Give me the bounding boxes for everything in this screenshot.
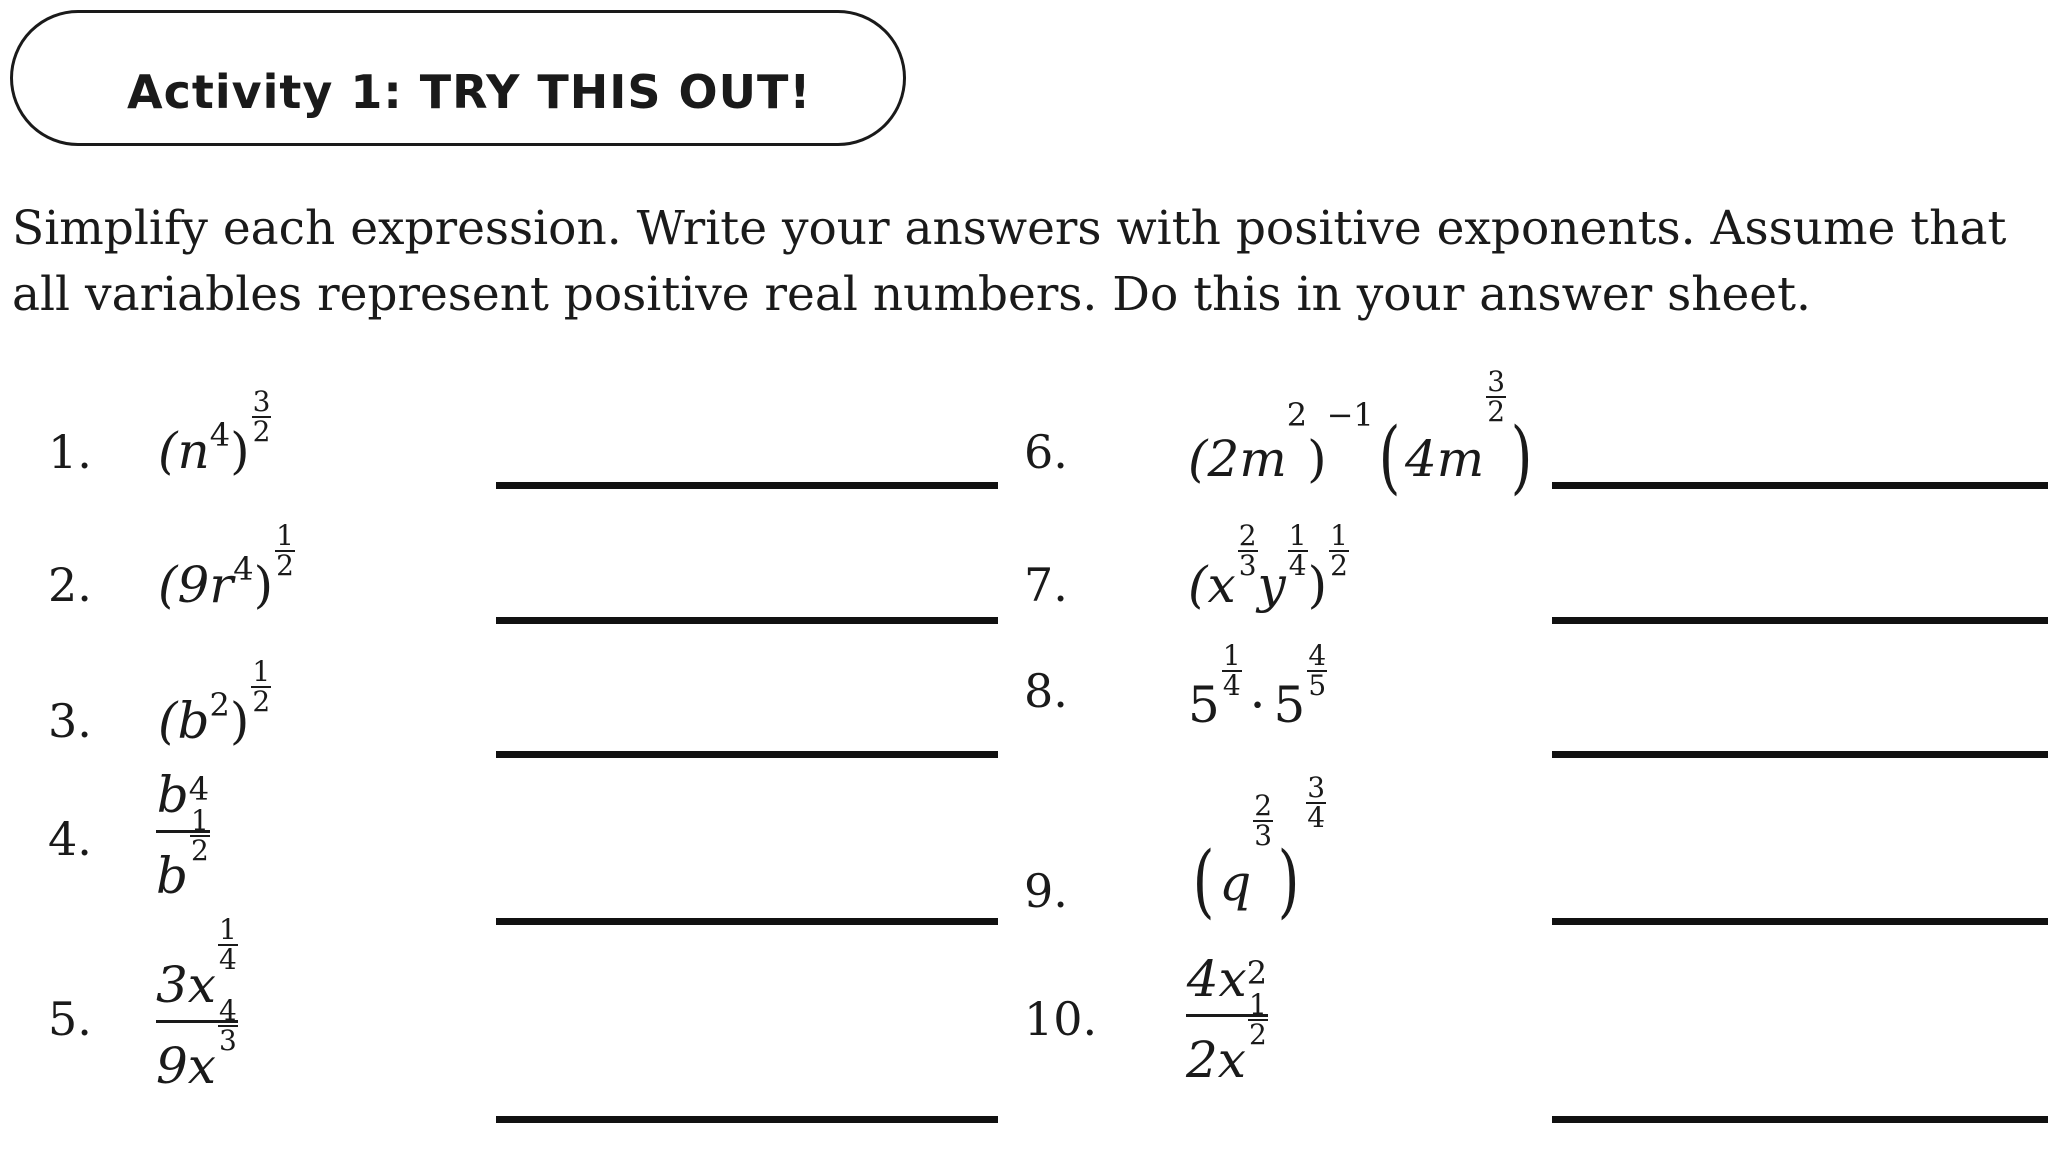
instructions-line-2: all variables represent positive real numbers. Do this in your answer sheet. bbox=[12, 267, 1811, 322]
expr-2-exp-num: 1 bbox=[276, 519, 294, 552]
expr-10-num-base: 4x bbox=[1186, 950, 1247, 1008]
expr-5-num-exp-den: 4 bbox=[219, 943, 237, 976]
expr-8-b-exp-den: 5 bbox=[1308, 669, 1327, 702]
expr-5-num-exp-num: 1 bbox=[219, 913, 237, 946]
answer-line-10[interactable] bbox=[1552, 1116, 2048, 1123]
expr-9-outer-exponent-fraction bbox=[1306, 771, 1326, 834]
expr-7-outer-exp-num: 1 bbox=[1330, 519, 1348, 552]
expr-5-den-exp-num: 4 bbox=[219, 994, 237, 1027]
expr-6-a-close: ) bbox=[1307, 430, 1327, 488]
expr-7-base-y: y bbox=[1257, 556, 1286, 614]
expr-2-close: ) bbox=[253, 556, 274, 614]
expr-3-exponent-fraction bbox=[251, 655, 271, 718]
expr-7-outer-exp-den: 2 bbox=[1330, 549, 1348, 582]
expr-3-base: (b bbox=[158, 692, 210, 750]
expr-5-den-exp-den: 3 bbox=[219, 1024, 237, 1057]
activity-banner bbox=[10, 10, 906, 146]
expr-8-base-a: 5 bbox=[1188, 676, 1220, 734]
expr-1-exponent-fraction bbox=[252, 385, 272, 448]
answer-line-7[interactable] bbox=[1552, 617, 2048, 624]
instructions-line-1: Simplify each expression. Write your answers with positive exponents. Assume that bbox=[12, 201, 2007, 256]
expr-8-a-exp-num: 1 bbox=[1222, 639, 1241, 672]
expression-6 bbox=[1188, 365, 1537, 503]
expr-9-inner-exponent-fraction bbox=[1253, 789, 1273, 852]
answer-line-5[interactable] bbox=[496, 1116, 998, 1123]
expr-7-y-exponent-fraction bbox=[1288, 519, 1308, 582]
expr-6-open-paren: ( bbox=[1378, 410, 1401, 503]
expr-5-den-exponent-fraction bbox=[218, 994, 238, 1057]
expr-6-a-outer-exp: −1 bbox=[1326, 396, 1374, 434]
item-number-6: 6. bbox=[1024, 425, 1068, 479]
expr-7-x-exp-den: 3 bbox=[1238, 549, 1257, 582]
expr-1-base: (n bbox=[158, 422, 210, 480]
item-number-9: 9. bbox=[1024, 864, 1068, 918]
expr-6-b-exponent-fraction bbox=[1486, 365, 1506, 428]
expr-4-num-exp: 4 bbox=[188, 770, 210, 808]
expr-2-base: (9r bbox=[158, 556, 234, 614]
instructions bbox=[12, 196, 2048, 328]
expr-7-outer-exponent-fraction bbox=[1329, 519, 1349, 582]
expr-1-exp-num: 3 bbox=[252, 385, 271, 418]
expr-6-base-b: 4m bbox=[1405, 430, 1485, 488]
expr-5-num-base: 3x bbox=[156, 956, 217, 1014]
expr-3-exp-num: 1 bbox=[252, 655, 271, 688]
expr-9-open-paren: ( bbox=[1192, 834, 1215, 927]
expr-5-denominator bbox=[156, 994, 238, 1101]
expr-7-x-exponent-fraction bbox=[1238, 519, 1258, 582]
expr-5-num-exponent-fraction bbox=[218, 913, 238, 976]
expression-4 bbox=[156, 760, 210, 911]
expression-5 bbox=[156, 913, 238, 1101]
expr-6-b-exp-den: 2 bbox=[1487, 395, 1506, 428]
expr-4-num-base: b bbox=[156, 766, 189, 824]
answer-line-3[interactable] bbox=[496, 751, 998, 758]
expr-9-close-paren: ) bbox=[1277, 834, 1300, 927]
answer-line-2[interactable] bbox=[496, 617, 998, 624]
expr-9-outer-exp-den: 4 bbox=[1307, 801, 1326, 834]
expr-6-a-exp: 2 bbox=[1286, 396, 1308, 434]
expr-2-exponent-fraction bbox=[275, 519, 295, 582]
expr-10-den-exp-num: 1 bbox=[1249, 988, 1267, 1021]
expr-10-den-exponent-fraction bbox=[1248, 988, 1268, 1051]
expression-10 bbox=[1186, 944, 1268, 1095]
expr-4-den-exponent-fraction bbox=[190, 804, 210, 867]
expr-8-b-exponent-fraction bbox=[1307, 639, 1327, 702]
item-number-10: 10. bbox=[1024, 992, 1098, 1046]
expr-9-inner-exp-num: 2 bbox=[1254, 789, 1273, 822]
expression-7 bbox=[1188, 519, 1349, 614]
expr-8-a-exp-den: 4 bbox=[1222, 669, 1241, 702]
item-number-8: 8. bbox=[1024, 664, 1068, 718]
expr-6-b-exp-num: 3 bbox=[1487, 365, 1506, 398]
expr-7-x-exp-num: 2 bbox=[1238, 519, 1257, 552]
expr-10-den-exp-den: 2 bbox=[1249, 1018, 1267, 1051]
expr-8-b-exp-num: 4 bbox=[1308, 639, 1327, 672]
answer-line-9[interactable] bbox=[1552, 918, 2048, 925]
expression-3 bbox=[158, 655, 271, 750]
item-number-1: 1. bbox=[48, 425, 92, 479]
expr-4-den-exp-num: 1 bbox=[191, 804, 209, 837]
expr-10-denominator bbox=[1186, 988, 1268, 1095]
item-number-4: 4. bbox=[48, 812, 92, 866]
activity-title: Activity 1: TRY THIS OUT! bbox=[127, 65, 812, 119]
expr-7-base-x: (x bbox=[1188, 556, 1236, 614]
expr-7-y-exp-num: 1 bbox=[1288, 519, 1307, 552]
expr-3-inner-exp: 2 bbox=[209, 686, 230, 724]
expr-6-base-a: (2m bbox=[1188, 430, 1287, 488]
expr-3-close: ) bbox=[229, 692, 250, 750]
expression-2 bbox=[158, 519, 295, 614]
item-number-2: 2. bbox=[48, 558, 92, 612]
expression-9 bbox=[1188, 771, 1326, 927]
expr-9-outer-exp-num: 3 bbox=[1307, 771, 1326, 804]
expr-8-base-b: 5 bbox=[1273, 676, 1306, 734]
expr-4-den-exp-den: 2 bbox=[191, 834, 209, 867]
expr-9-base: q bbox=[1219, 854, 1252, 912]
expression-1 bbox=[158, 385, 271, 480]
expr-6-close-paren: ) bbox=[1510, 410, 1533, 503]
expr-1-exp-den: 2 bbox=[252, 415, 271, 448]
expr-2-inner-exp: 4 bbox=[233, 550, 254, 588]
item-number-7: 7. bbox=[1024, 558, 1068, 612]
item-number-3: 3. bbox=[48, 694, 92, 748]
answer-line-6[interactable] bbox=[1552, 482, 2048, 489]
expr-9-inner-exp-den: 3 bbox=[1254, 819, 1273, 852]
answer-line-4[interactable] bbox=[496, 918, 998, 925]
expr-3-exp-den: 2 bbox=[252, 685, 271, 718]
expr-4-den-base: b bbox=[156, 847, 189, 905]
expr-8-dot: · bbox=[1249, 676, 1266, 734]
expr-10-den-base: 2x bbox=[1186, 1031, 1247, 1089]
expr-7-y-exp-den: 4 bbox=[1288, 549, 1307, 582]
expression-8 bbox=[1188, 639, 1327, 734]
answer-line-1[interactable] bbox=[496, 482, 998, 489]
expr-8-a-exponent-fraction bbox=[1222, 639, 1242, 702]
answer-line-8[interactable] bbox=[1552, 751, 2048, 758]
item-number-5: 5. bbox=[48, 992, 92, 1046]
expr-7-close: ) bbox=[1307, 556, 1328, 614]
expr-5-den-base: 9x bbox=[156, 1037, 217, 1095]
expr-1-inner-exp: 4 bbox=[209, 416, 231, 454]
expr-1-close: ) bbox=[230, 422, 250, 480]
expr-10-num-exp: 2 bbox=[1246, 954, 1268, 992]
expr-2-exp-den: 2 bbox=[276, 549, 294, 582]
expr-4-denominator bbox=[156, 804, 210, 911]
